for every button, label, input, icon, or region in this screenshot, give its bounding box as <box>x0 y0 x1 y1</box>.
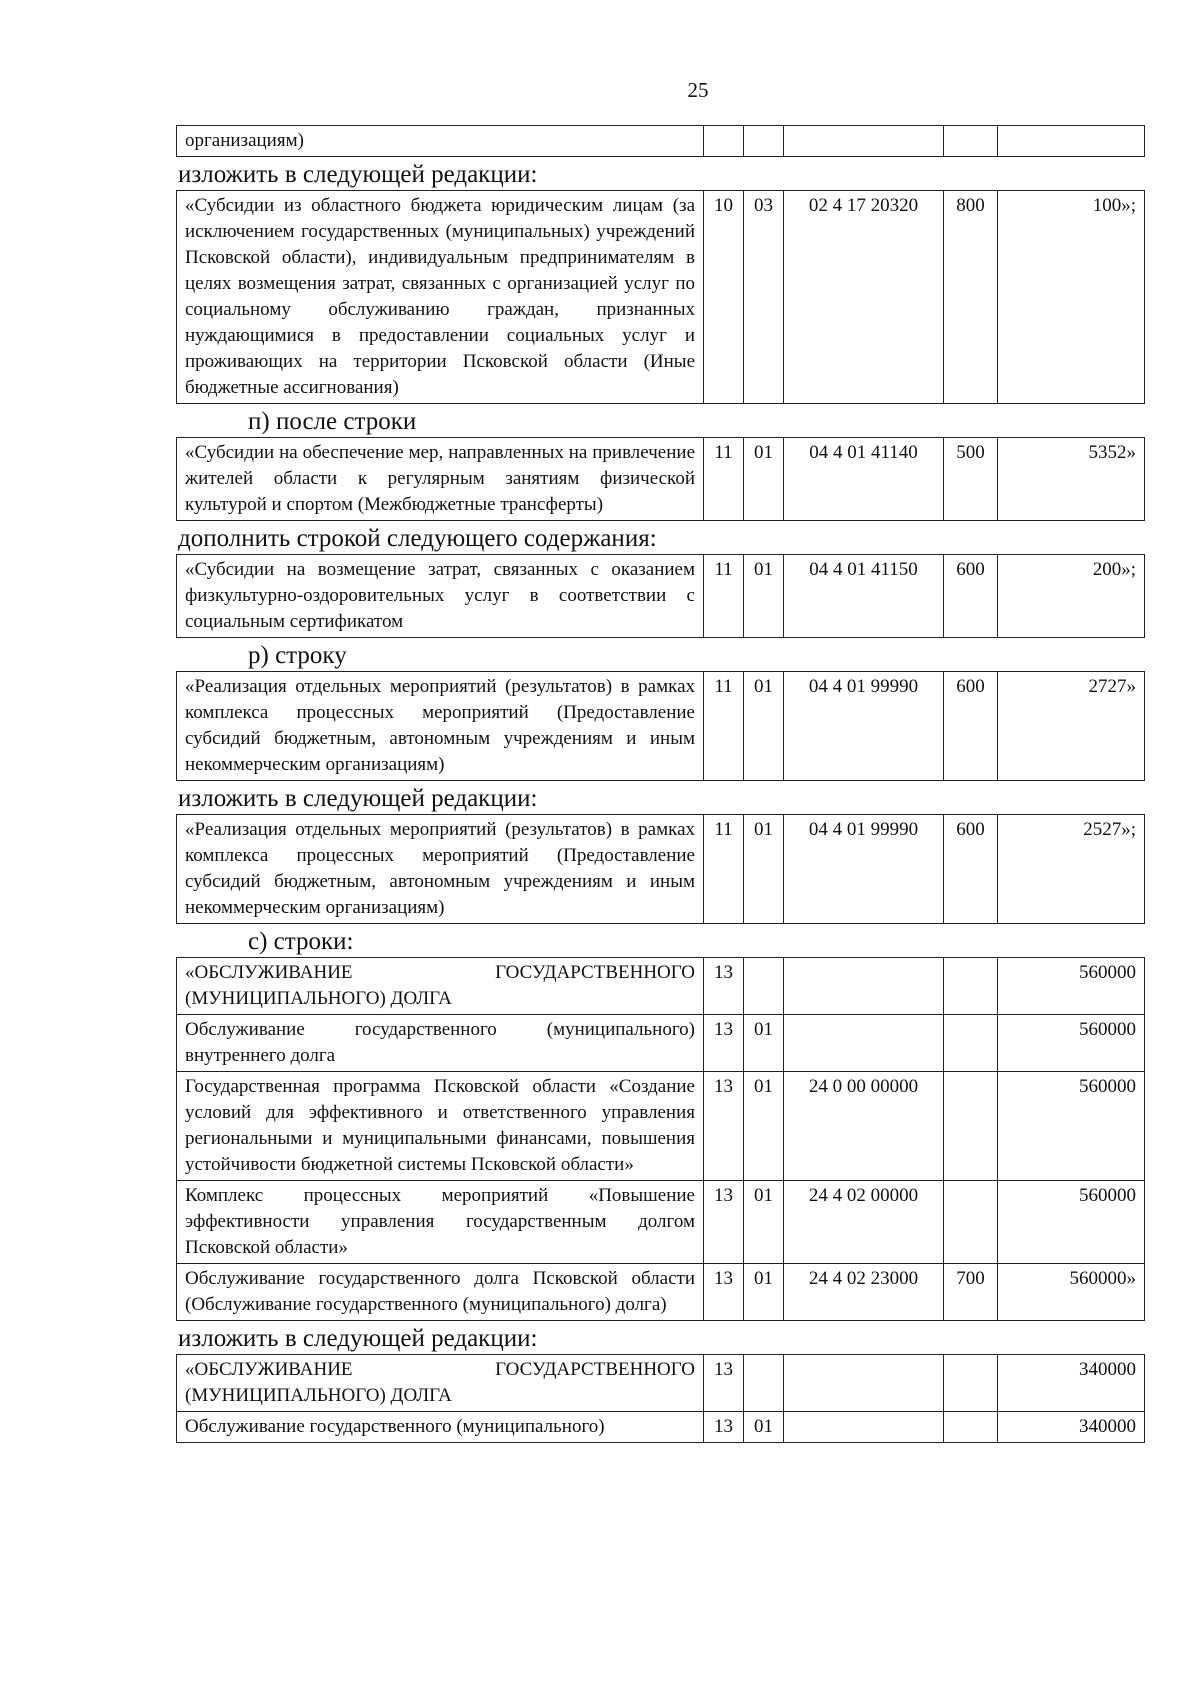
table-row <box>177 438 1145 521</box>
section-code: 13 <box>704 1264 744 1321</box>
amendment-instruction: р) строку <box>248 642 347 669</box>
expense-type-code: 700 <box>944 1264 998 1321</box>
budget-table <box>176 957 1145 1321</box>
target-article-code <box>784 1015 944 1072</box>
amount: 2727» <box>998 672 1145 781</box>
budget-table <box>176 190 1145 404</box>
table-row <box>177 1355 1145 1412</box>
section-code: 13 <box>704 1181 744 1264</box>
table-row <box>177 958 1145 1015</box>
subsection-code: 01 <box>744 555 784 638</box>
subsection-code <box>744 958 784 1015</box>
amount: 100»; <box>998 191 1145 404</box>
amount: 560000» <box>998 1264 1145 1321</box>
amount: 560000 <box>998 1181 1145 1264</box>
document-body <box>176 125 1144 1447</box>
section-code: 11 <box>704 815 744 924</box>
section-code: 10 <box>704 191 744 404</box>
amount: 340000 <box>998 1355 1145 1412</box>
amount: 560000 <box>998 958 1145 1015</box>
target-article-code: 24 0 00 00000 <box>784 1072 944 1181</box>
row-description: Обслуживание государственного (муниципального) <box>177 1412 704 1443</box>
budget-table <box>176 125 1145 157</box>
section-code: 11 <box>704 672 744 781</box>
table-row <box>177 1015 1145 1072</box>
budget-table <box>176 671 1145 781</box>
budget-table <box>176 437 1145 521</box>
amendment-instruction: дополнить строкой следующего содержания: <box>178 525 657 552</box>
expense-type-code <box>944 1015 998 1072</box>
target-article-code: 24 4 02 23000 <box>784 1264 944 1321</box>
subsection-code <box>744 1355 784 1412</box>
amount: 560000 <box>998 1015 1145 1072</box>
table-row <box>177 815 1145 924</box>
expense-type-code: 600 <box>944 815 998 924</box>
target-article-code: 04 4 01 41150 <box>784 555 944 638</box>
table-row <box>177 555 1145 638</box>
expense-type-code: 500 <box>944 438 998 521</box>
row-description: «ОБСЛУЖИВАНИЕ ГОСУДАРСТВЕННОГО (МУНИЦИПАЛЬНОГО) ДОЛГА <box>177 958 704 1015</box>
amendment-instruction: п) после строки <box>248 408 417 435</box>
table-row <box>177 1181 1145 1264</box>
subsection-code: 03 <box>744 191 784 404</box>
row-description: Обслуживание государственного (муниципального) внутреннего долга <box>177 1015 704 1072</box>
amount: 5352» <box>998 438 1145 521</box>
subsection-code: 01 <box>744 1412 784 1443</box>
target-article-code: 04 4 01 99990 <box>784 815 944 924</box>
amount: 560000 <box>998 1072 1145 1181</box>
section-code: 13 <box>704 1015 744 1072</box>
table-row <box>177 1072 1145 1181</box>
amendment-instruction: изложить в следующей редакции: <box>178 785 538 812</box>
expense-type-code <box>944 126 998 157</box>
target-article-code: 04 4 01 99990 <box>784 672 944 781</box>
amendment-instruction: изложить в следующей редакции: <box>178 161 538 188</box>
section-code: 13 <box>704 1072 744 1181</box>
target-article-code <box>784 958 944 1015</box>
target-article-code <box>784 126 944 157</box>
subsection-code: 01 <box>744 1264 784 1321</box>
section-code <box>704 126 744 157</box>
expense-type-code <box>944 1412 998 1443</box>
amount: 340000 <box>998 1412 1145 1443</box>
subsection-code: 01 <box>744 672 784 781</box>
subsection-code: 01 <box>744 815 784 924</box>
target-article-code: 02 4 17 20320 <box>784 191 944 404</box>
budget-table <box>176 1354 1145 1443</box>
expense-type-code: 800 <box>944 191 998 404</box>
row-description: организациям) <box>177 126 704 157</box>
row-description: Государственная программа Псковской области «Создание условий для эффективного и ответственного управления региональными и муниципальными финансами, повышения устойчивости бюджетной системы Псковской области» <box>177 1072 704 1181</box>
table-row <box>177 1412 1145 1443</box>
section-code: 11 <box>704 555 744 638</box>
amendment-instruction: с) строки: <box>248 928 354 955</box>
table-row <box>177 191 1145 404</box>
amount: 200»; <box>998 555 1145 638</box>
table-row <box>177 126 1145 157</box>
budget-table <box>176 814 1145 924</box>
row-description: «Субсидии на возмещение затрат, связанных с оказанием физкультурно-оздоровительных услуг в соответствии с социальным сертификатом <box>177 555 704 638</box>
table-row <box>177 1264 1145 1321</box>
subsection-code: 01 <box>744 1181 784 1264</box>
table-row <box>177 672 1145 781</box>
budget-table <box>176 554 1145 638</box>
subsection-code <box>744 126 784 157</box>
expense-type-code <box>944 1181 998 1264</box>
row-description: «Реализация отдельных мероприятий (результатов) в рамках комплекса процессных мероприятий (Предоставление субсидий бюджетным, автономным учреждениям и иным некоммерческим организациям) <box>177 672 704 781</box>
row-description: «Субсидии из областного бюджета юридическим лицам (за исключением государственных (муниципальных) учреждений Псковской области), индивидуальным предпринимателям в целях возмещения затрат, связанных с организацией услуг по социальному обслуживанию граждан, признанных нуждающимися в предоставлении социальных услуг и проживающих на территории Псковской области (Иные бюджетные ассигнования) <box>177 191 704 404</box>
page-number: 25 <box>687 78 709 102</box>
row-description: Комплекс процессных мероприятий «Повышение эффективности управления государственным долгом Псковской области» <box>177 1181 704 1264</box>
expense-type-code <box>944 1072 998 1181</box>
subsection-code: 01 <box>744 438 784 521</box>
subsection-code: 01 <box>744 1015 784 1072</box>
section-code: 13 <box>704 958 744 1015</box>
amendment-instruction: изложить в следующей редакции: <box>178 1325 538 1352</box>
row-description: «Реализация отдельных мероприятий (результатов) в рамках комплекса процессных мероприятий (Предоставление субсидий бюджетным, автономным учреждениям и иным некоммерческим организациям) <box>177 815 704 924</box>
row-description: «ОБСЛУЖИВАНИЕ ГОСУДАРСТВЕННОГО (МУНИЦИПАЛЬНОГО) ДОЛГА <box>177 1355 704 1412</box>
expense-type-code: 600 <box>944 672 998 781</box>
target-article-code: 24 4 02 00000 <box>784 1181 944 1264</box>
amount <box>998 126 1145 157</box>
section-code: 11 <box>704 438 744 521</box>
expense-type-code <box>944 1355 998 1412</box>
subsection-code: 01 <box>744 1072 784 1181</box>
row-description: «Субсидии на обеспечение мер, направленных на привлечение жителей области к регулярным занятиям физической культурой и спортом (Межбюджетные трансферты) <box>177 438 704 521</box>
target-article-code: 04 4 01 41140 <box>784 438 944 521</box>
section-code: 13 <box>704 1412 744 1443</box>
target-article-code <box>784 1355 944 1412</box>
row-description: Обслуживание государственного долга Псковской области (Обслуживание государственного (муниципального) долга) <box>177 1264 704 1321</box>
section-code: 13 <box>704 1355 744 1412</box>
target-article-code <box>784 1412 944 1443</box>
expense-type-code <box>944 958 998 1015</box>
amount: 2527»; <box>998 815 1145 924</box>
expense-type-code: 600 <box>944 555 998 638</box>
